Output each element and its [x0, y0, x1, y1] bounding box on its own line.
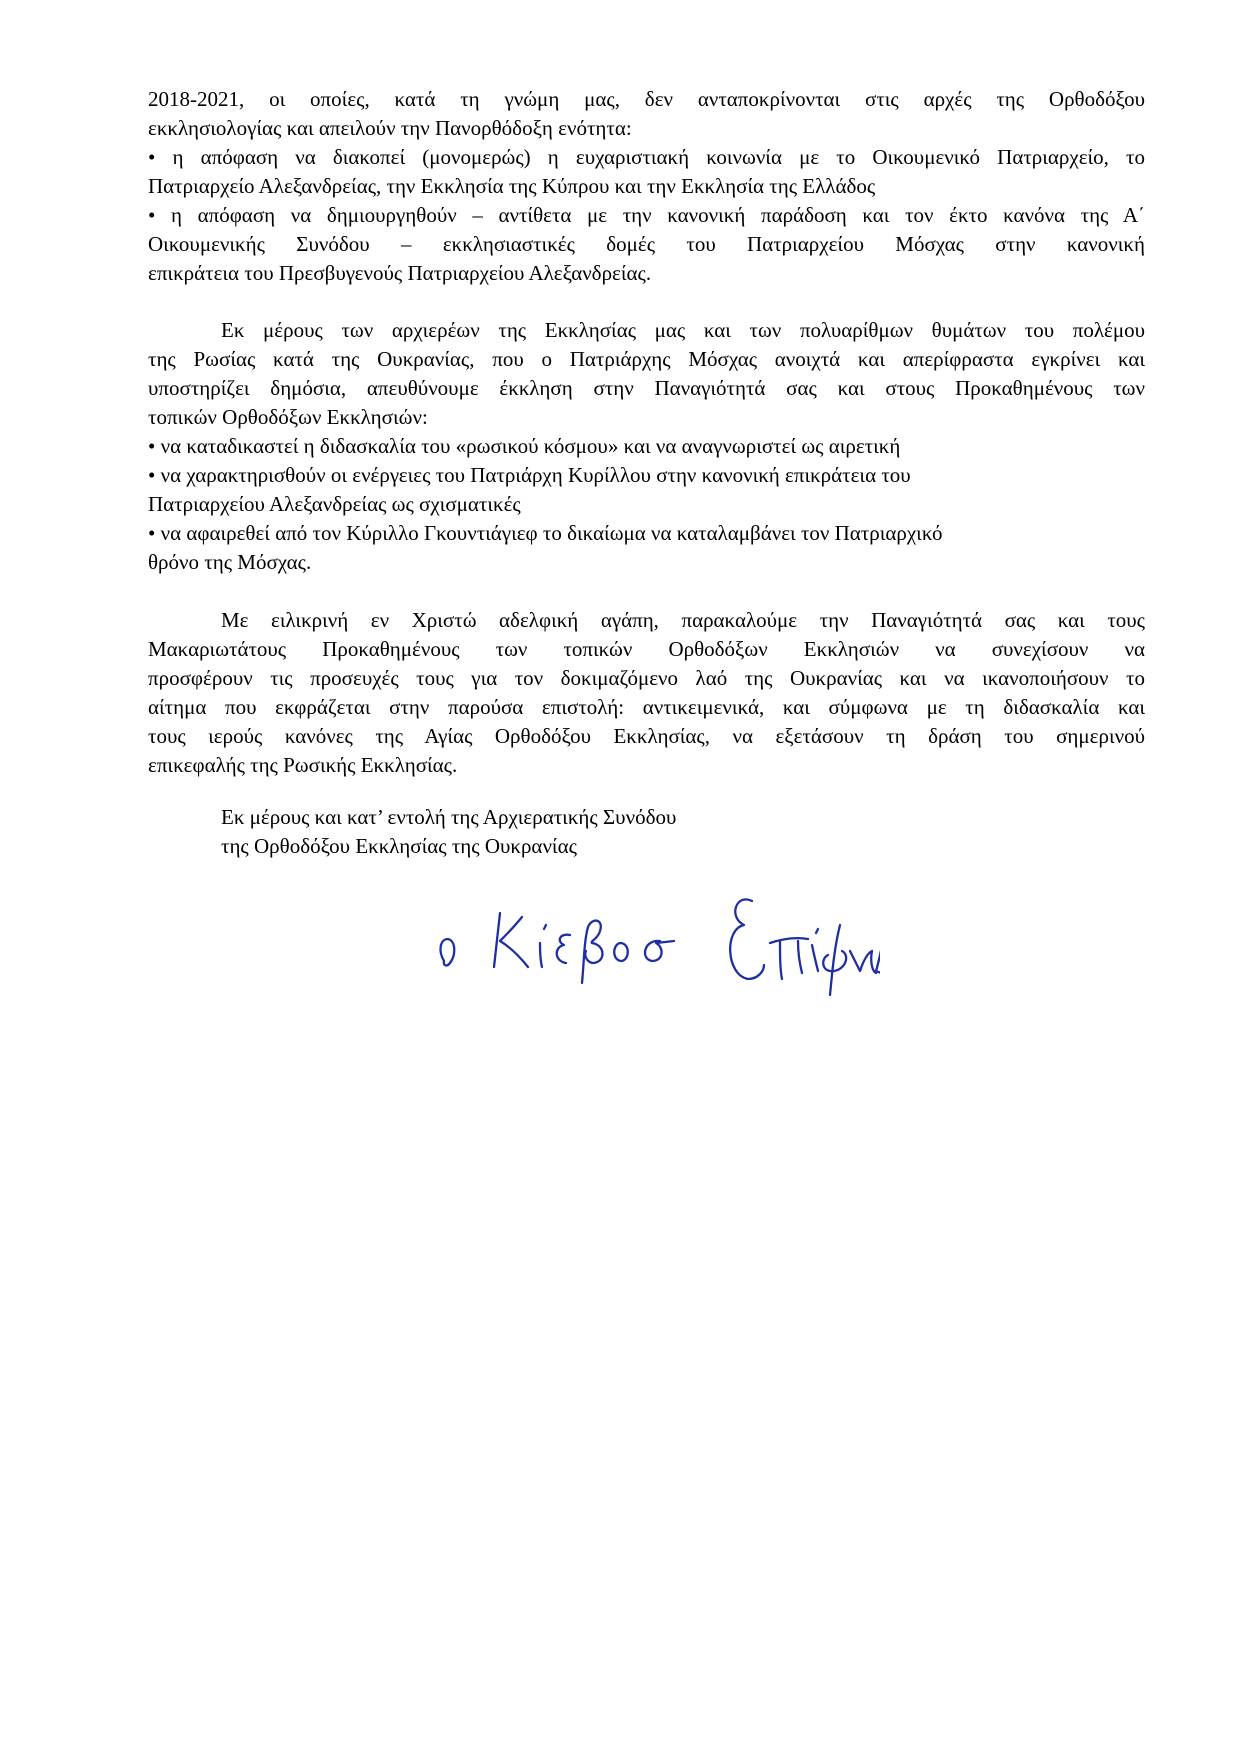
text-line: Μακαριωτάτους Προκαθημένους των τοπικών Ορθοδόξων Εκκλησιών να συνεχίσουν να: [148, 637, 1145, 661]
text-line: αίτημα που εκφράζεται στην παρούσα επιστολή: αντικειμενικά, και σύμφωνα με τη διδασκαλία και: [148, 695, 1145, 719]
handwritten-signature: [430, 855, 880, 1025]
bullet-line: • να αφαιρεθεί από τον Κύριλλο Γκουντιάγιεφ το δικαίωμα να καταλαμβάνει τον Πατριαρχικό: [148, 521, 943, 545]
text-line: προσφέρουν τις προσευχές τους για τον δοκιμαζόμενο λαό της Ουκρανίας και να ικανοποιήσουν το: [148, 666, 1145, 690]
text-line: επικράτεια του Πρεσβυγενούς Πατριαρχείου Αλεξανδρείας.: [148, 261, 652, 285]
text-line: Πατριαρχείο Αλεξανδρείας, την Εκκλησία της Κύπρου και την Εκκλησία της Ελλάδος: [148, 174, 876, 198]
closing-line: Εκ μέρους και κατ’ εντολή της Αρχιερατικής Συνόδου: [221, 805, 677, 829]
text-line: επικεφαλής της Ρωσικής Εκκλησίας.: [148, 753, 458, 777]
text-line: τοπικών Ορθοδόξων Εκκλησιών:: [148, 405, 428, 429]
bullet-line: • η απόφαση να δημιουργηθούν – αντίθετα με την κανονική παράδοση και τον έκτο κανόνα της Α΄: [148, 203, 1145, 227]
text-line: Οικουμενικής Συνόδου – εκκλησιαστικές δομές του Πατριαρχείου Μόσχας στην κανονική: [148, 232, 1145, 256]
text-line: τους ιερούς κανόνες της Αγίας Ορθοδόξου Εκκλησίας, να εξετάσουν τη δράση του σημερινού: [148, 724, 1145, 748]
text-line: της Ρωσίας κατά της Ουκρανίας, που ο Πατριάρχης Μόσχας ανοιχτά και απερίφραστα εγκρίνει και: [148, 347, 1145, 371]
closing-block: [221, 803, 921, 861]
bullet-line: • να χαρακτηρισθούν οι ενέργειες του Πατριάρχη Κυρίλλου στην κανονική επικράτεια του: [148, 463, 911, 487]
paragraph-grievances: [148, 85, 1145, 288]
text-line: Εκ μέρους των αρχιερέων της Εκκλησίας μας και των πολυαρίθμων θυμάτων του πολέμου: [221, 318, 1145, 342]
text-line: υποστηρίζει δημόσια, απευθύνουμε έκκληση στην Παναγιότητά σας και στους Προκαθημένους των: [148, 376, 1145, 400]
bullet-line: • η απόφαση να διακοπεί (μονομερώς) η ευχαριστιακή κοινωνία με το Οικουμενικό Πατριαρχείο, το: [148, 145, 1145, 169]
text-line: θρόνο της Μόσχας.: [148, 550, 312, 574]
text-line: Με ειλικρινή εν Χριστώ αδελφική αγάπη, παρακαλούμε την Παναγιότητά σας και τους: [221, 608, 1145, 632]
text-line: εκκλησιολογίας και απειλούν την Πανορθόδοξη ενότητα:: [148, 116, 632, 140]
closing-line: της Ορθοδόξου Εκκλησίας της Ουκρανίας: [221, 834, 577, 858]
paragraph-request: [148, 606, 1145, 780]
paragraph-appeal: [148, 316, 1145, 577]
text-line: 2018-2021, οι οποίες, κατά τη γνώμη μας, δεν ανταποκρίνονται στις αρχές της Ορθοδόξου: [148, 87, 1145, 111]
text-line: Πατριαρχείου Αλεξανδρείας ως σχισματικές: [148, 492, 521, 516]
bullet-line: • να καταδικαστεί η διδασκαλία του «ρωσικού κόσμου» και να αναγνωριστεί ως αιρετική: [148, 434, 901, 458]
